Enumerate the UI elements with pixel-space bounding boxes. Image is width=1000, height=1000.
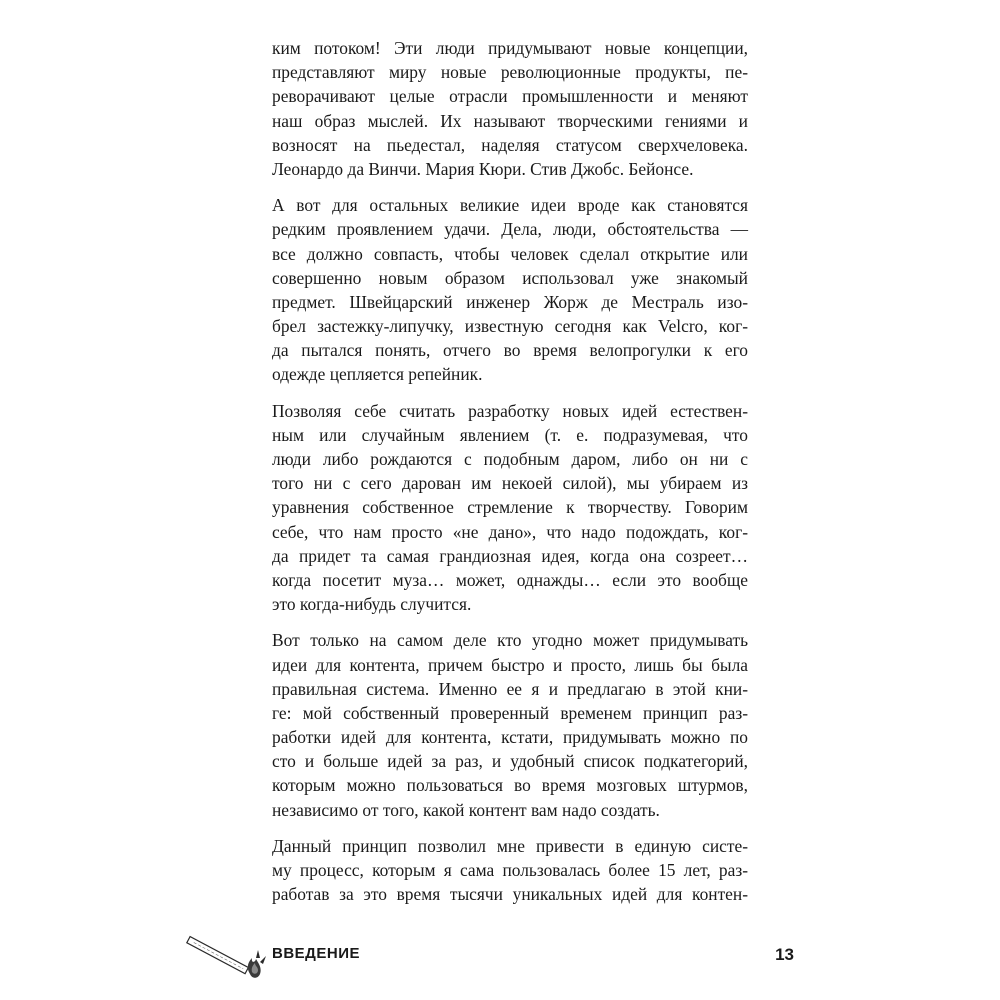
text-line: Вот только на самом деле кто угодно может придумывать xyxy=(272,630,748,651)
text-line: му процесс, которым я сама пользовалась более 15 лет, раз- xyxy=(272,860,748,880)
text-line: все должно совпасть, чтобы человек сделал открытие или xyxy=(272,243,748,264)
text-line: правильная система. Именно ее я и предлагаю в этой кни- xyxy=(272,678,748,699)
text-line: идеи для контента, причем быстро и просто, лишь бы была xyxy=(272,654,748,675)
text-line: того ни с сего дарован им некоей силой), мы убираем из xyxy=(272,473,748,494)
text-line: ким потоком! Эти люди придумывают новые концепции, xyxy=(272,38,748,58)
body-text xyxy=(272,36,748,918)
paragraph-4 xyxy=(272,628,748,822)
text-line: работав за это время тысячи уникальных идей для контен- xyxy=(272,884,748,905)
text-line: когда посетит муза… может, однажды… если это вообще xyxy=(272,569,748,590)
text-line: работки идей для контента, кстати, придумывать можно по xyxy=(272,727,748,748)
text-line: да пытался понять, отчего во время велопрогулки к его xyxy=(272,340,748,361)
text-line: себе, что нам просто «не дано», что надо подождать, ког- xyxy=(272,521,748,542)
text-line: да придет та самая грандиозная идея, когда она созреет… xyxy=(272,545,748,566)
match-icon xyxy=(180,932,270,982)
text-line: Данный принцип позволил мне привести в единую систе- xyxy=(272,835,748,856)
paragraph-5 xyxy=(272,834,748,907)
section-label: ВВЕДЕНИЕ xyxy=(272,945,360,962)
text-line: это когда-нибудь случится. xyxy=(272,594,472,615)
text-line: сто и больше идей за раз, и удобный список подкатегорий, xyxy=(272,751,748,772)
paragraph-2 xyxy=(272,193,748,387)
text-line: ным или случайным явлением (т. е. подразумевая, что xyxy=(272,424,748,445)
text-line: независимо от того, какой контент вам надо создать. xyxy=(272,799,660,820)
text-line: Леонардо да Винчи. Мария Кюри. Стив Джобс. Бейонсе. xyxy=(272,158,694,179)
text-line: ге: мой собственный проверенный временем принцип раз- xyxy=(272,702,748,723)
page-number: 13 xyxy=(775,945,794,964)
text-line: которым можно пользоваться во время мозговых штурмов, xyxy=(272,775,748,796)
text-line: наш образ мыслей. Их называют творческими гениями и xyxy=(272,110,748,131)
text-line: реворачивают целые отрасли промышленности и меняют xyxy=(272,86,748,107)
text-line: люди либо рождаются с подобным даром, либо он ни с xyxy=(272,449,748,469)
text-line: уравнения собственное стремление к творчеству. Говорим xyxy=(272,497,748,518)
text-line: А вот для остальных великие идеи вроде как становятся xyxy=(272,195,748,216)
text-line: Позволяя себе считать разработку новых идей естествен- xyxy=(272,400,748,421)
text-line: совершенно новым образом использовал уже знакомый xyxy=(272,267,748,288)
text-line: одежде цепляется репейник. xyxy=(272,364,483,385)
paragraph-1 xyxy=(272,36,748,181)
text-line: возносят на пьедестал, наделяя статусом сверхчеловека. xyxy=(272,134,748,155)
text-line: редким проявлением удачи. Дела, люди, обстоятельства — xyxy=(272,219,748,240)
text-line: предмет. Швейцарский инженер Жорж де Местраль изо- xyxy=(272,291,748,312)
text-line: представляют миру новые революционные продукты, пе- xyxy=(272,62,748,83)
text-line: брел застежку-липучку, известную сегодня как Velcro, ког- xyxy=(272,316,748,337)
paragraph-3 xyxy=(272,399,748,617)
